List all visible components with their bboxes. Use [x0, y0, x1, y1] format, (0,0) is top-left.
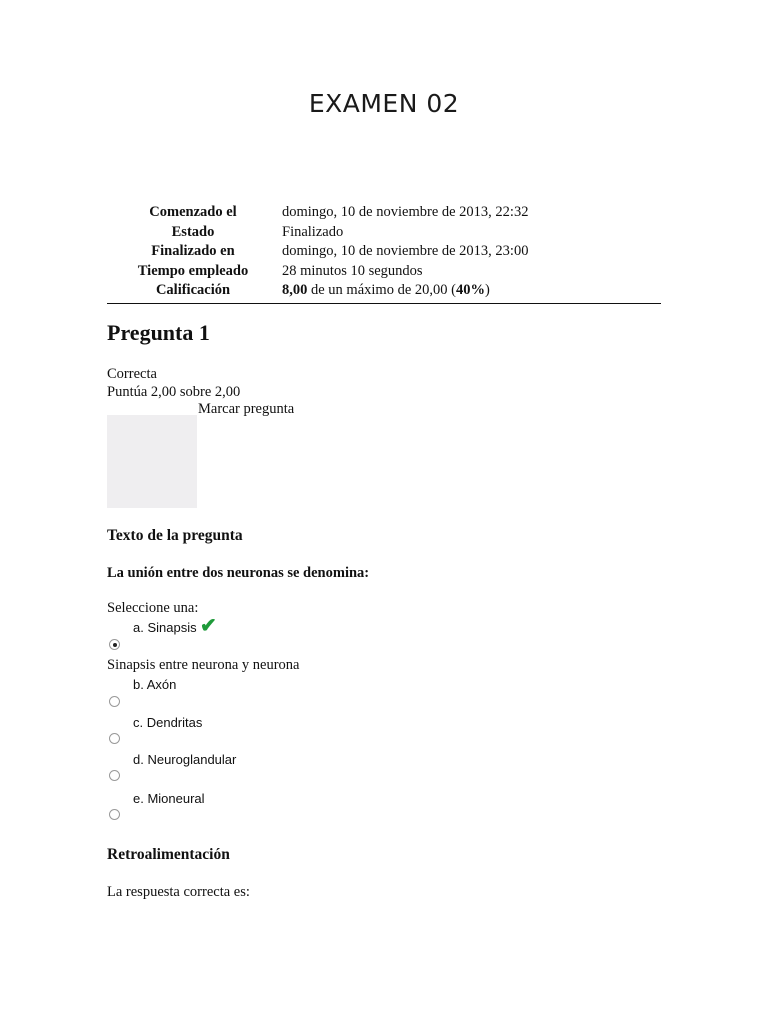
grade-percent: 40% [455, 282, 485, 299]
summary-label: Estado [171, 223, 215, 240]
flag-question-link[interactable]: Marcar pregunta [198, 401, 295, 417]
summary-label: Calificación [155, 282, 231, 299]
select-one-label: Seleccione una: [107, 600, 199, 616]
question-info [107, 365, 240, 401]
summary-value: Finalizado [282, 223, 344, 240]
question-heading: Pregunta 1 [107, 320, 210, 345]
flag-icon[interactable] [107, 415, 197, 508]
question-state: Correcta [107, 366, 157, 382]
page-title: EXAMEN 02 [308, 89, 460, 118]
option-e-label[interactable]: e. Mioneural [133, 791, 205, 806]
question-text: La unión entre dos neuronas se denomina: [107, 565, 370, 581]
question-score: Puntúa 2,00 sobre 2,00 [107, 384, 241, 400]
summary-label: Comenzado el [149, 204, 237, 221]
feedback-heading: Retroalimentación [107, 846, 230, 863]
feedback-text: La respuesta correcta es: [107, 884, 250, 900]
option-b-label[interactable]: b. Axón [133, 677, 177, 692]
grade-value: 8,00 [282, 282, 308, 299]
option-a-radio[interactable] [109, 639, 120, 650]
option-c-radio[interactable] [109, 733, 120, 744]
option-c-label[interactable]: c. Dendritas [133, 715, 203, 730]
option-e-radio[interactable] [109, 809, 120, 820]
summary-value: domingo, 10 de noviembre de 2013, 22:32 [282, 204, 529, 221]
summary-row-grade [107, 281, 661, 301]
summary-row-finished [107, 242, 661, 262]
summary-row-state [107, 223, 661, 243]
attempt-summary-table [107, 203, 661, 304]
summary-label: Tiempo empleado [137, 262, 249, 279]
question-text-heading: Texto de la pregunta [107, 527, 243, 544]
correct-check-icon: ✔ [200, 615, 217, 637]
option-d-label[interactable]: d. Neuroglandular [133, 752, 237, 767]
option-b-radio[interactable] [109, 696, 120, 707]
summary-label: Finalizado en [151, 243, 235, 260]
option-a-label[interactable]: a. Sinapsis [133, 620, 197, 635]
summary-row-started [107, 203, 661, 223]
option-a-feedback: Sinapsis entre neurona y neurona [107, 657, 300, 673]
summary-value: domingo, 10 de noviembre de 2013, 23:00 [282, 243, 529, 260]
option-d-radio[interactable] [109, 770, 120, 781]
summary-value: 28 minutos 10 segundos [282, 262, 423, 279]
summary-row-time-taken [107, 262, 661, 282]
summary-value: 8,00 de un máximo de 20,00 (40%) [282, 282, 490, 299]
